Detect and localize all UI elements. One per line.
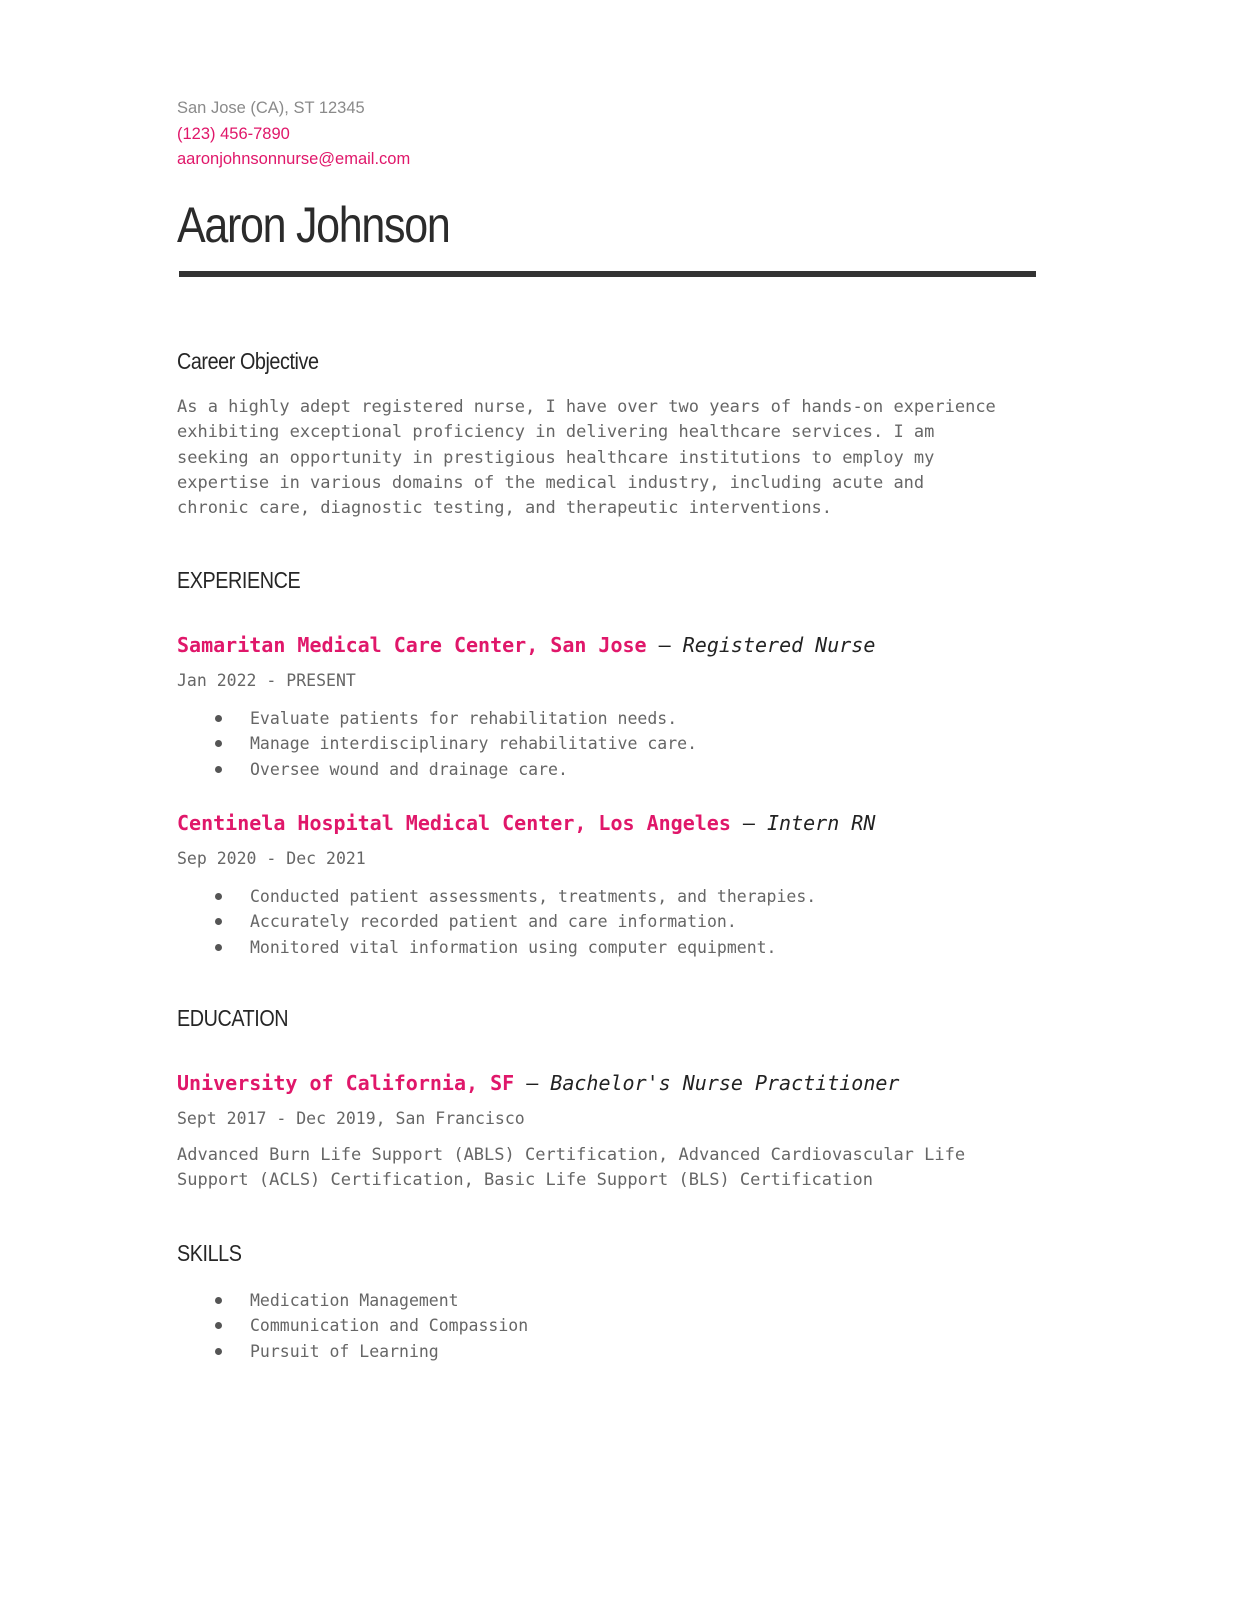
education-certifications [177,1143,965,1194]
objective-line: expertise in various domains of the medical industry, including acute and [177,472,925,493]
list-item [177,1288,528,1313]
title-separator: — [730,811,768,835]
bullet-icon [215,715,222,722]
title-separator: — [514,1071,551,1095]
list-item-text: Evaluate patients for rehabilitation needs. [250,709,678,728]
list-item-text: Manage interdisciplinary rehabilitative care. [250,734,698,754]
job-duties-list [177,884,816,960]
list-item [177,909,816,934]
employer-name: Centinela Hospital Medical Center, Los Angeles [177,811,731,835]
contact-block [177,96,410,173]
bullet-icon [215,1348,222,1355]
certification-line: Support (ACLS) Certification, Basic Life Support (BLS) Certification [177,1170,873,1191]
list-item-text: Monitored vital information using computer equipment. [250,937,777,957]
list-item [177,884,816,909]
list-item [177,1313,528,1338]
candidate-name: Aaron Johnson [177,197,450,253]
skills-heading: SKILLS [177,1240,242,1266]
skills-list [177,1288,528,1364]
list-item-text: Pursuit of Learning [250,1341,439,1361]
job-title [177,633,875,657]
job-duties-list [177,706,697,782]
objective-line: exhibiting exceptional proficiency in delivering healthcare services. I am [177,422,935,443]
job-title [177,811,875,835]
phone-link[interactable]: (123) 456-7890 [177,124,290,143]
email-link[interactable]: aaronjohnsonnurse@email.com [177,150,411,168]
list-item-text: Medication Management [250,1291,459,1310]
objective-line: chronic care, diagnostic testing, and therapeutic interventions. [177,498,833,519]
job-role: Registered Nurse [682,633,876,657]
school-name: University of California, SF [177,1071,515,1095]
job-dates: Sep 2020 - Dec 2021 [177,849,366,868]
list-item [177,731,697,756]
objective-line: seeking an opportunity in prestigious healthcare institutions to employ my [177,447,935,468]
list-item-text: Accurately recorded patient and care information. [250,912,737,932]
job-dates: Jan 2022 - PRESENT [177,671,356,690]
bullet-icon [215,1322,222,1329]
objective-line: As a highly adept registered nurse, I have over two years of hands-on experience [177,397,996,417]
list-item [177,757,697,782]
bullet-icon [215,740,222,747]
title-separator: — [646,633,683,657]
bullet-icon [215,918,222,925]
experience-heading: EXPERIENCE [177,567,301,593]
education-title [177,1071,899,1095]
list-item [177,935,816,960]
bullet-icon [215,766,222,773]
job-role: Intern RN [767,811,876,835]
certification-line: Advanced Burn Life Support (ABLS) Certification, Advanced Cardiovascular Life [177,1145,966,1165]
list-item-text: Oversee wound and drainage care. [250,759,568,779]
objective-text [177,395,996,521]
list-item [177,1339,528,1364]
employer-name: Samaritan Medical Care Center, San Jose [177,633,647,657]
education-heading: EDUCATION [177,1005,289,1031]
list-item [177,706,697,731]
degree-name: Bachelor's Nurse Practitioner [550,1071,900,1095]
list-item-text: Communication and Compassion [250,1316,529,1336]
education-dates: Sept 2017 - Dec 2019, San Francisco [177,1109,525,1128]
bullet-icon [215,1297,222,1304]
objective-heading: Career Objective [177,348,319,374]
name-divider [179,271,1036,277]
list-item-text: Conducted patient assessments, treatments, and therapies. [250,887,817,906]
bullet-icon [215,944,222,951]
bullet-icon [215,893,222,900]
address: San Jose (CA), ST 12345 [177,99,365,117]
